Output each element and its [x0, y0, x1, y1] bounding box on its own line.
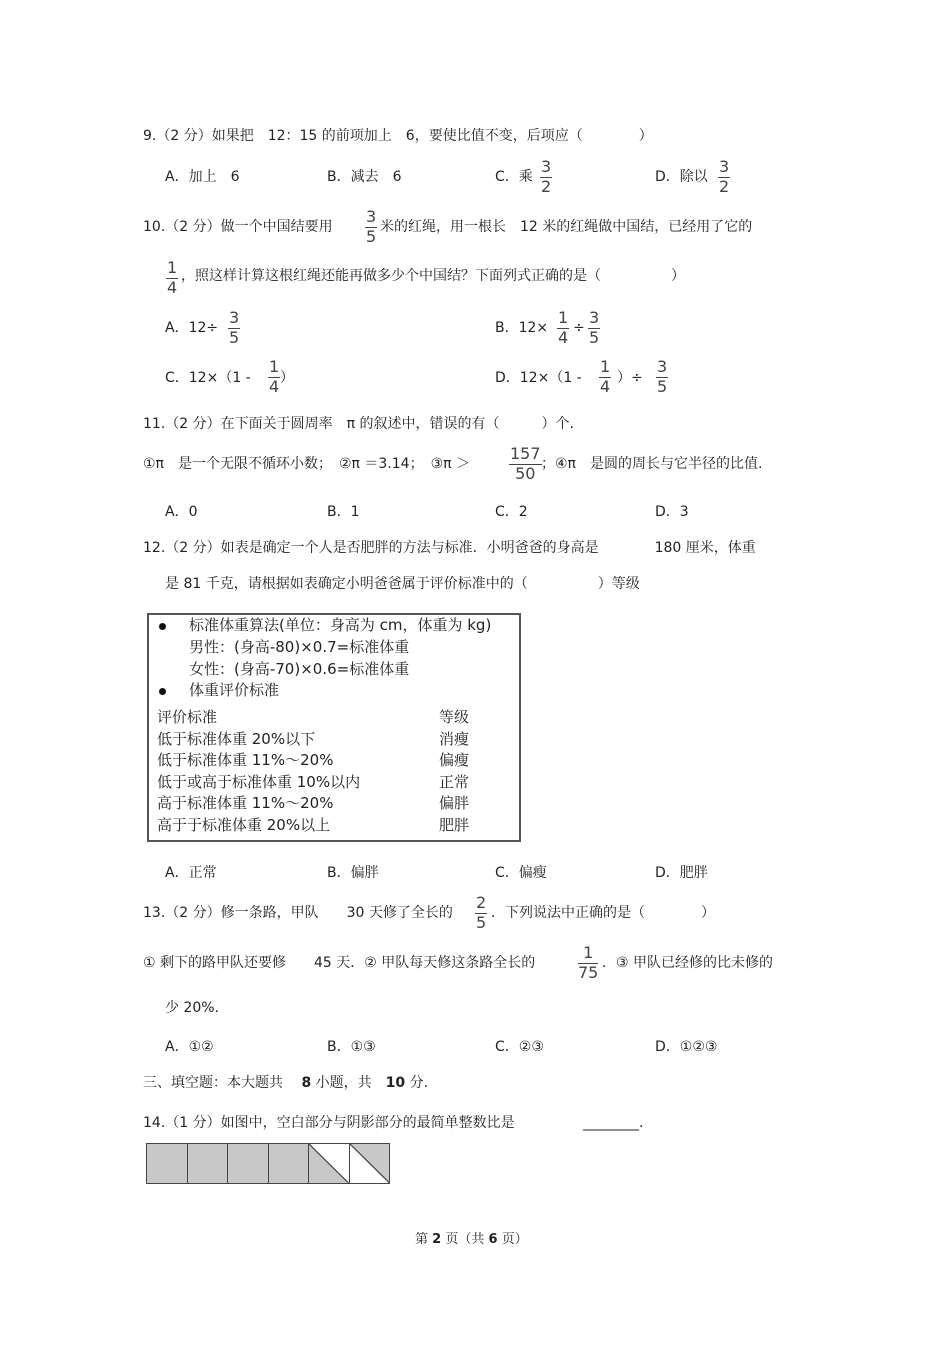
q12-stem-line2: 是 81 千克，请根据如表确定小明爸爸属于评价标准中的（ ）等级 [165, 576, 640, 592]
table-row-label: 高于标准体重 11%～20% [157, 794, 334, 812]
q12-option-d: D．肥胖 [655, 865, 708, 881]
q11-statements-part2: ；④π 是圆的周长与它半径的比值. [541, 456, 763, 472]
shaded-square [147, 1144, 188, 1183]
q11-stem: 11.（2 分）在下面关于圆周率 π 的叙述中，错误的有（ ）个. [143, 416, 574, 432]
table-male-formula: 男性：(身高-80)×0.7=标准体重 [189, 638, 410, 656]
q12-option-b: B．偏胖 [327, 865, 379, 881]
page-footer: 第 2 页（共 6 页） [415, 1232, 528, 1247]
q11-option-c: C．2 [495, 504, 528, 520]
q9-stem: 9.（2 分）如果把 12：15 的前项加上 6，要使比值不变，后项应（ ） [143, 128, 653, 144]
q10-option-c-fraction: 1 4 [269, 357, 280, 396]
q10-option-d-fraction2: 3 5 [657, 357, 668, 396]
q9-option-c: C．乘 [495, 169, 533, 185]
q11-statements-part1: ①π 是一个无限不循环小数； ②π ＝3.14； ③π ＞ [143, 456, 471, 472]
q10-option-b: B．12× [495, 320, 549, 336]
table-row-grade: 消瘦 [439, 730, 470, 748]
q11-option-d: D．3 [655, 504, 689, 520]
q13-option-d: D．①②③ [655, 1039, 718, 1055]
q11-fraction-157-50: 157 50 [510, 444, 541, 483]
q9-option-c-fraction: 3 2 [541, 157, 552, 196]
q10-option-c: C．12×（1 - [165, 370, 251, 386]
shaded-square [269, 1144, 310, 1183]
half-shaded-square [309, 1144, 350, 1183]
table-female-formula: 女性：(身高-70)×0.6=标准体重 [189, 660, 410, 678]
half-shaded-square [350, 1144, 390, 1183]
q13-statements-part3: 少 20%． [165, 1000, 229, 1016]
q12-option-a: A．正常 [165, 865, 217, 881]
q10-option-c-close: ） [280, 370, 294, 386]
table-row-label: 低于标准体重 11%～20% [157, 751, 334, 769]
table-row-grade: 正常 [439, 773, 470, 791]
table-row-grade: 偏瘦 [439, 751, 470, 769]
q10-option-b-divide: ÷ [573, 320, 585, 336]
q13-statements-part2: ．③ 甲队已经修的比未修的 [602, 955, 774, 971]
q13-option-a: A．①② [165, 1039, 214, 1055]
q10-fraction-1-4: 1 4 [167, 258, 178, 297]
table-row-grade: 偏胖 [439, 794, 470, 812]
q10-stem-part1: 10.（2 分）做一个中国结要用 [143, 219, 333, 235]
table-heading-standard: 体重评价标准 [189, 681, 280, 699]
q9-option-d-fraction: 3 2 [719, 157, 730, 196]
table-row-label: 评价标准 [157, 708, 218, 726]
q13-option-c: C．②③ [495, 1039, 544, 1055]
shaded-square [188, 1144, 229, 1183]
q10-option-b-fraction2: 3 5 [589, 308, 600, 347]
q14-stem: 14.（1 分）如图中，空白部分与阴影部分的最简单整数比是 [143, 1115, 515, 1131]
bullet-icon [159, 623, 166, 630]
section-heading: 三、填空题：本大题共 8 小题，共 10 分. [143, 1075, 429, 1091]
q13-stem-part1: 13.（2 分）修一条路，甲队 30 天修了全长的 [143, 905, 453, 921]
q14-answer-blank[interactable]: ________. [583, 1115, 644, 1131]
table-row-label: 高于于标准体重 20%以上 [157, 816, 331, 834]
q13-fraction-2-5: 2 5 [476, 893, 487, 932]
q11-option-a: A．0 [165, 504, 198, 520]
q10-stem-part3: ，照这样计算这根红绳还能再做多少个中国结？下面列式正确的是（ ） [181, 268, 685, 284]
q9-option-a: A．加上 6 [165, 169, 240, 185]
q13-fraction-1-75: 1 75 [578, 943, 599, 982]
table-row-grade: 等级 [439, 708, 470, 726]
table-row-grade: 肥胖 [439, 816, 470, 834]
q10-option-d-close: ）÷ [617, 370, 643, 386]
q12-stem-line1: 12.（2 分）如表是确定一个人是否肥胖的方法与标准．小明爸爸的身高是 180 厘米，体重 [143, 540, 756, 556]
shaded-square [228, 1144, 269, 1183]
q10-option-d-fraction1: 1 4 [600, 357, 611, 396]
q13-statements-part1: ① 剩下的路甲队还要修 45 天．② 甲队每天修这条路全长的 [143, 955, 536, 971]
q10-fraction-3-5: 3 5 [366, 207, 377, 246]
bullet-icon [159, 688, 166, 695]
q10-option-a: A．12÷ [165, 320, 219, 336]
q10-option-a-fraction: 3 5 [229, 308, 240, 347]
q10-stem-part2: 米的红绳，用一根长 12 米的红绳做中国结，已经用了它的 [380, 219, 753, 235]
q12-option-c: C．偏瘦 [495, 865, 547, 881]
q9-option-b: B．减去 6 [327, 169, 402, 185]
table-row-label: 低于标准体重 20%以下 [157, 730, 316, 748]
q13-option-b: B．①③ [327, 1039, 376, 1055]
weight-standard-table [147, 613, 521, 842]
q11-option-b: B．1 [327, 504, 360, 520]
q10-option-d: D．12×（1 - [495, 370, 582, 386]
q10-option-b-fraction1: 1 4 [558, 308, 569, 347]
q9-option-d: D．除以 [655, 169, 708, 185]
table-row-label: 低于或高于标准体重 10%以内 [157, 773, 361, 791]
table-heading-method: 标准体重算法(单位：身高为 cm，体重为 kg) [189, 616, 492, 634]
q13-stem-part2: ．下列说法中正确的是（ ） [491, 905, 715, 921]
ratio-figure [146, 1143, 390, 1184]
